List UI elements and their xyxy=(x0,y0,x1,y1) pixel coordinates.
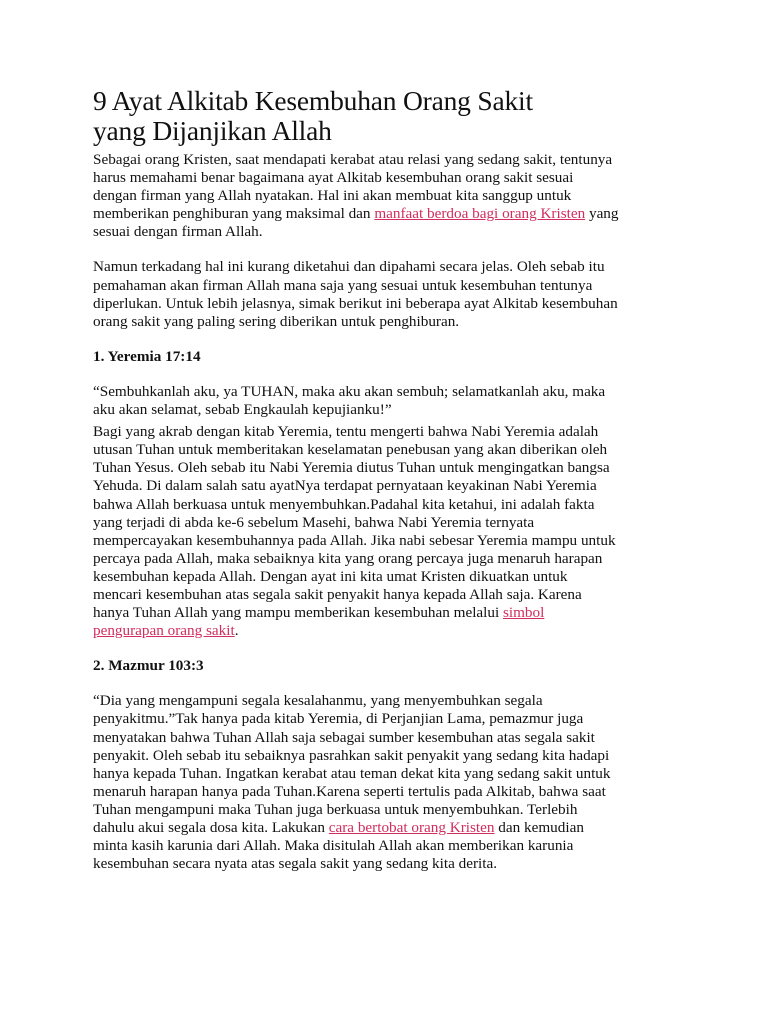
link-cara-bertobat[interactable]: cara bertobat orang Kristen xyxy=(328,819,495,836)
link-simbol-pengurapan-cont[interactable]: pengurapan orang sakit xyxy=(93,622,235,640)
article-title xyxy=(93,86,685,146)
title-line: yang Dijanjikan Allah xyxy=(93,115,332,146)
section-heading-mazmur: 2. Mazmur 103:3 xyxy=(93,657,204,675)
title-line: 9 Ayat Alkitab Kesembuhan Orang Sakit xyxy=(93,85,533,116)
section-heading-yeremia: 1. Yeremia 17:14 xyxy=(93,347,201,365)
link-simbol-pengurapan[interactable]: simbol xyxy=(502,604,545,622)
document-page xyxy=(93,86,685,873)
body-yeremia: Bagi yang akrab dengan kitab Yeremia, tentu mengerti bahwa Nabi Yeremia adalah utusan Tuhan untuk memberitakan keselamatan penebusan yang akan diberikan oleh Tuhan Yesus. Oleh sebab itu Nabi Yeremia diutus Tuhan untuk mengingatkan bangsa Yehuda. Di dalam salah satu ayatNya terdapat pernyataan keyakinan Nabi Yeremia bahwa Allah berkuasa untuk menyembuhkan.Padahal kita ketahui, ini adalah fakta yang terjadi di abda ke-6 sebelum Masehi, bahwa Nabi Yeremia ternyata mempercayakan kesembuhannya pada Allah. Jika nabi sebesar Yeremia mampu untuk percaya pada Allah, maka sebaiknya kita yang orang percaya juga menaruh harapan kesembuhan kepada Allah. Dengan ayat ini kita umat Kristen dikuatkan untuk mencari kesembuhan atas segala sakit penyakit hanya kepada Allah saja. Karena hanya Tuhan Allah yang mampu memberikan kesembuhan melalui simbol pengurapan orang sakit. xyxy=(93,423,616,640)
body-mazmur: “Dia yang mengampuni segala kesalahanmu, yang menyembuhkan segala penyakitmu.”Tak hanya pada kitab Yeremia, di Perjanjian Lama, pemazmur juga menyatakan bahwa Tuhan Allah saja sebagai sumber kesembuhan atas segala sakit penyakit. Oleh sebab itu sebaiknya pasrahkan sakit penyakit yang sedang kita hadapi hanya kepada Tuhan. Ingatkan kerabat atau teman dekat kita yang sedang sakit untuk menaruh harapan hanya pada Tuhan.Karena seperti tertulis pada Alkitab, bahwa saat Tuhan mengampuni maka Tuhan juga berkuasa untuk menyembuhkan. Terlebih dahulu akui segala dosa kita. Lakukan cara bertobat orang Kristen dan kemudian minta kasih karunia dari Allah. Maka disitulah Allah akan memberikan karunia kesembuhan secara nyata atas segala sakit yang sedang kita derita. xyxy=(93,692,611,873)
quote-yeremia: “Sembuhkanlah aku, ya TUHAN, maka aku akan sembuh; selamatkanlah aku, maka aku akan selamat, sebab Engkaulah kepujianku!” xyxy=(93,382,606,419)
intro-paragraph-2: Namun terkadang hal ini kurang diketahui dan dipahami secara jelas. Oleh sebab itu pemahaman akan firman Allah mana saja yang sesuai untuk kesembuhan tentunya diperlukan. Untuk lebih jelasnya, simak berikut ini beberapa ayat Alkitab kesembuhan orang sakit yang paling sering diberikan untuk penghiburan. xyxy=(93,258,618,330)
intro-paragraph-1: Sebagai orang Kristen, saat mendapati kerabat atau relasi yang sedang sakit, tentunya harus memahami benar bagaimana ayat Alkitab kesembuhan orang sakit sesuai dengan firman yang Allah nyatakan. Hal ini akan membuat kita sanggup untuk memberikan penghiburan yang maksimal dan manfaat berdoa bagi orang Kristen yang sesuai dengan firman Allah. xyxy=(93,151,619,241)
link-manfaat-berdoa[interactable]: manfaat berdoa bagi orang Kristen xyxy=(374,205,586,223)
